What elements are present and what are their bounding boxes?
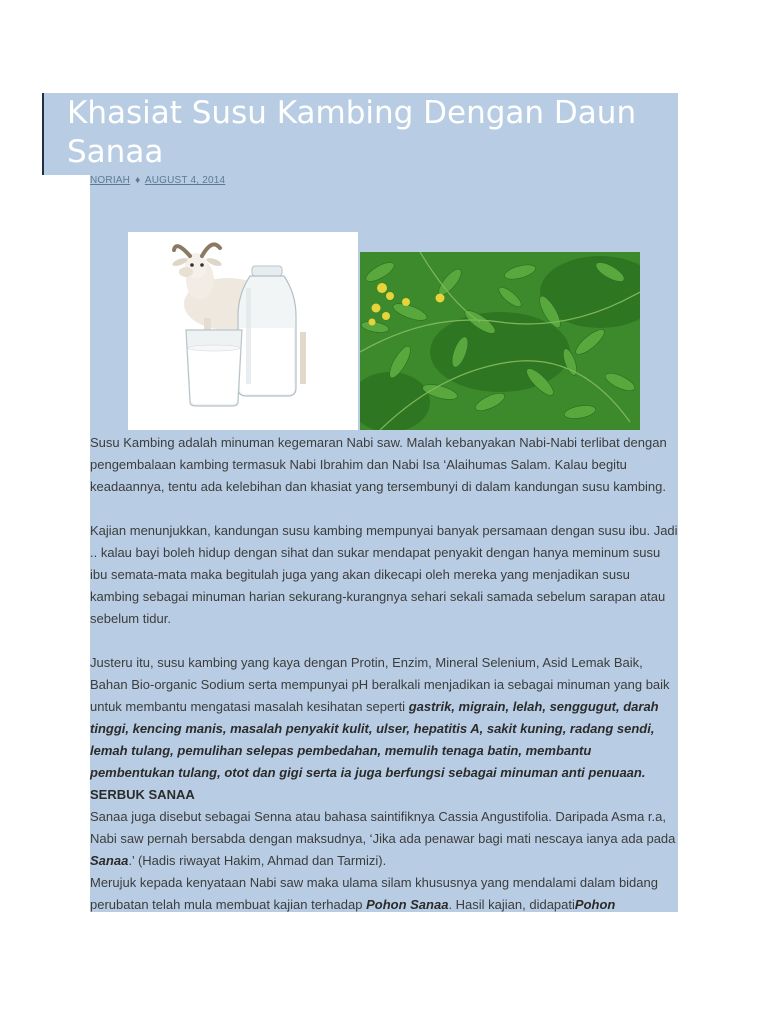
paragraph-4-text-b: .’ (Hadis riwayat Hakim, Ahmad dan Tarmizi). xyxy=(128,853,387,868)
paragraph-4-text-a: Sanaa juga disebut sebagai Senna atau bahasa saintifiknya Cassia Angustifolia. Daripada Asma r.a, Nabi saw pernah bersabda dengan maksudnya, ‘Jika ada penawar bagi mati nescaya ianya ada pada xyxy=(90,809,676,846)
goat-milk-image xyxy=(128,232,358,430)
pohon-sanaa-emphasis: Pohon Sanaa xyxy=(366,897,449,912)
section-heading-serbuk-sanaa: SERBUK SANAA xyxy=(90,787,195,802)
date-link[interactable]: AUGUST 4, 2014 xyxy=(144,175,226,186)
paragraph-3 xyxy=(90,652,678,784)
paragraph-5 xyxy=(90,872,678,916)
article-body xyxy=(90,432,678,916)
post-title: Khasiat Susu Kambing Dengan Daun Sanaa xyxy=(67,95,637,170)
paragraph-2: Kajian menunjukkan, kandungan susu kambing mempunyai banyak persamaan dengan susu ibu. Jadi .. kalau bayi boleh hidup dengan sihat dan sukar mendapat penyakit dengan hanya meminum susu ibu semata-mata maka begitulah juga yang akan dikecapi oleh mereka yang menjadikan susu kambing sebagai minuman harian sekurang-kurangnya sehari sekali samada sebelum sarapan atau sebelum tidur. xyxy=(90,523,678,626)
pohon-emphasis: Pohon xyxy=(574,897,616,912)
paragraph-4 xyxy=(90,806,678,872)
paragraph-3-text: Justeru itu, susu kambing yang kaya dengan Protin, Enzim, Mineral Selenium, Asid Lemak Baik, Bahan Bio-organic Sodium serta mempunyai pH beralkali menjadikan ia sebagai minuman yang baik untuk membantu mengatasi masalah kesihatan seperti xyxy=(90,655,670,714)
senna-leaves-image xyxy=(360,252,640,430)
title-accent-bar xyxy=(42,93,44,175)
health-conditions-list: gastrik, migrain, lelah, senggugut, darah tinggi, kencing manis, masalah penyakit kulit, ulser, hepatitis A, sakit kuning, radang sendi, lemah tulang, pemulihan selepas pembedahan, memulih tenaga batin, membantu pembentukan tulang, otot dan gigi serta ia juga berfungsi sebagai minuman anti penuaan. xyxy=(90,699,659,780)
author-link[interactable]: NORIAH xyxy=(90,175,131,186)
post-meta xyxy=(90,175,225,186)
sanaa-emphasis: Sanaa xyxy=(90,853,129,868)
paragraph-5-text-b: . Hasil kajian, didapati xyxy=(448,897,575,912)
paragraph-5-text-a: Merujuk kepada kenyataan Nabi saw maka ulama silam khususnya yang mendalami dalam bidang perubatan telah mula membuat kajian terhadap xyxy=(90,875,658,912)
paragraph-1: Susu Kambing adalah minuman kegemaran Nabi saw. Malah kebanyakan Nabi-Nabi terlibat dengan pengembalaan kambing termasuk Nabi Ibrahim dan Nabi Isa ‘Alaihumas Salam. Kalau begitu keadaannya, tentu ada kelebihan dan khasiat yang tersembunyi di dalam kandungan susu kambing. xyxy=(90,435,667,494)
meta-separator: ♦ xyxy=(135,175,141,186)
